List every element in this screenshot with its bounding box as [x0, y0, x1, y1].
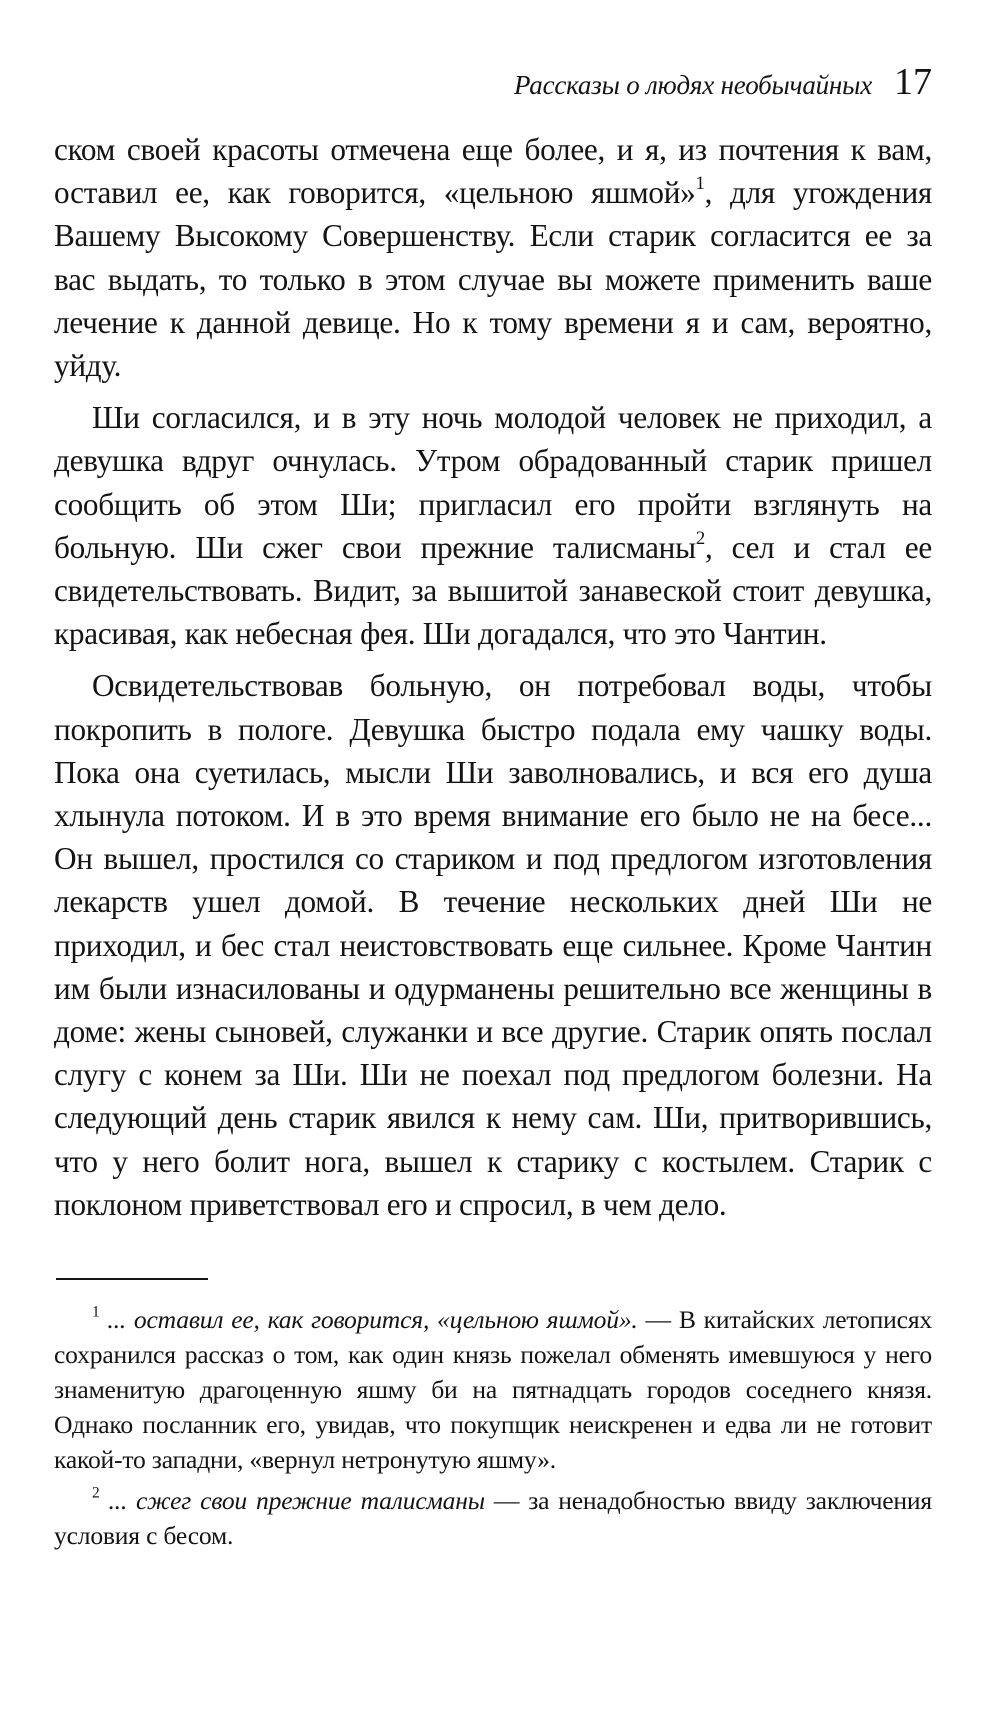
footnote-ref-1: 1 — [695, 173, 705, 195]
running-title: Рассказы о людях необычайных — [514, 70, 872, 100]
paragraph-2-text-b: , сел и стал ее свидетельствовать. Видит, за вышитой занавеской стоит девушка, красивая, как небесная фея. Ши догадался, что это Чантин. — [54, 529, 932, 652]
page-number: 17 — [894, 61, 932, 103]
paragraph-1-text-a: ском своей красоты отмечена еще более, и я, из почтения к вам, оставил ее, как говорится, «цельною яшмой» — [54, 132, 932, 211]
footnote-2 — [54, 1483, 932, 1553]
footnote-1-marker: 1 — [92, 1303, 100, 1321]
footnote-2-text: — за ненадобностью ввиду заключения условия с бесом. — [54, 1486, 932, 1550]
footnotes — [54, 1302, 932, 1559]
footnote-2-marker: 2 — [92, 1484, 100, 1502]
footnote-1-lead: ... оставил ее, как говорится, «цельною яшмой». — [99, 1305, 638, 1334]
footnote-ref-2: 2 — [695, 527, 705, 549]
running-head — [54, 60, 932, 110]
paragraph-3: Освидетельствовав больную, он потребовал воды, чтобы покропить в пологе. Девушка быстро подала ему чашку воды. Пока она суетилась, мысли Ши заволновались, и вся его душа хлынула потоком. И в это время внимание его было не на бесе... Он вышел, простился со стариком и под предлогом изготовления лекарств ушел домой. В течение нескольких дней Ши не приходил, и бес стал неистовствовать еще сильнее. Кроме Чантин им были изнасилованы и одурманены решительно все женщины в доме: жены сыновей, служанки и все другие. Старик опять послал слугу с конем за Ши. Ши не поехал под предлогом болезни. На следующий день старик явился к нему сам. Ши, притворившись, что у него болит нога, вышел к старику с костылем. Старик с поклоном приветствовал его и спросил, в чем дело. — [54, 668, 932, 1222]
main-text — [54, 128, 932, 1235]
paragraph-2 — [54, 396, 932, 655]
paragraph-1-text-b: , для угождения Вашему Высокому Совершенству. Если старик согласится ее за вас выдать, то только в этом случае вы можете применить ваше лечение к данной девице. Но к тому времени я и сам, вероятно, уйду. — [54, 175, 932, 384]
footnote-divider — [56, 1278, 208, 1280]
paragraph-2-text-a: Ши согласился, и в эту ночь молодой человек не приходил, а девушка вдруг очнулась. Утром обрадованный старик пришел сообщить об этом Ши; пригласил его пройти взглянуть на больную. Ши сжег свои прежние талисманы — [54, 400, 932, 565]
paragraph-1 — [54, 128, 932, 387]
footnote-2-lead: ... сжег свои прежние талисманы — [99, 1486, 485, 1515]
footnote-1-text: — В китайских летописях сохранился рассказ о том, как один князь пожелал обменять имевшуюся у него знаменитую драгоценную яшму би на пятнадцать городов соседнего князя. Однако посланник его, увидав, что покупщик неискренен и едва ли не готовит какой-то западни, «вернул нетронутую яшму». — [54, 1305, 933, 1474]
footnote-1 — [54, 1302, 932, 1477]
